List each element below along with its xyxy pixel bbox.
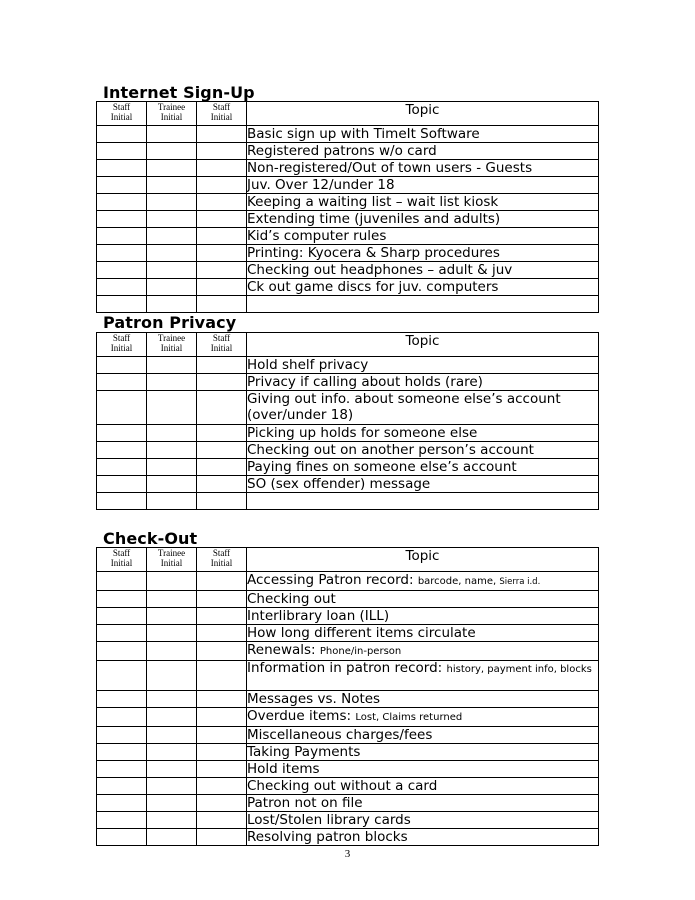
table-row [97, 442, 599, 459]
staff-initial-cell[interactable] [97, 591, 147, 608]
staff-initial-cell-2[interactable] [197, 625, 247, 642]
staff-initial-cell[interactable] [97, 661, 147, 691]
staff-initial-header: Staff Initial [97, 102, 147, 126]
trainee-initial-cell[interactable] [147, 160, 197, 177]
staff-initial-cell[interactable] [97, 493, 147, 510]
table-row [97, 357, 599, 374]
staff-initial-cell-2[interactable] [197, 727, 247, 744]
table-row [97, 708, 599, 727]
table-row [97, 572, 599, 591]
trainee-initial-cell[interactable] [147, 177, 197, 194]
staff-initial-cell[interactable] [97, 459, 147, 476]
table-row [97, 691, 599, 708]
page-number: 3 [344, 848, 351, 860]
staff-initial-cell-2[interactable] [197, 425, 247, 442]
staff-initial-cell-2[interactable] [197, 391, 247, 425]
topic-cell: Checking out [247, 591, 599, 608]
staff-initial-cell[interactable] [97, 795, 147, 812]
topic-header: Topic [247, 333, 599, 357]
staff-initial-cell-2[interactable] [197, 708, 247, 727]
trainee-initial-header: Trainee Initial [147, 333, 197, 357]
table-row [97, 642, 599, 661]
staff-initial-cell-2[interactable] [197, 143, 247, 160]
staff-initial-cell[interactable] [97, 262, 147, 279]
staff-initial-cell[interactable] [97, 442, 147, 459]
staff-initial-cell[interactable] [97, 374, 147, 391]
staff-initial-cell-2[interactable] [197, 778, 247, 795]
staff-initial-cell[interactable] [97, 829, 147, 846]
staff-initial-cell[interactable] [97, 691, 147, 708]
topic-cell: Basic sign up with TimeIt Software [247, 126, 599, 143]
trainee-initial-cell[interactable] [147, 245, 197, 262]
table-row [97, 493, 599, 510]
staff-initial-cell-2[interactable] [197, 228, 247, 245]
topic-cell: Renewals: Phone/in-person [247, 642, 599, 661]
staff-initial-cell[interactable] [97, 708, 147, 727]
trainee-initial-cell[interactable] [147, 829, 197, 846]
trainee-initial-cell[interactable] [147, 625, 197, 642]
table-row [97, 245, 599, 262]
staff-initial-cell-2[interactable] [197, 194, 247, 211]
topic-cell: Registered patrons w/o card [247, 143, 599, 160]
topic-cell: Messages vs. Notes [247, 691, 599, 708]
trainee-initial-cell[interactable] [147, 761, 197, 778]
staff-initial-cell[interactable] [97, 177, 147, 194]
table-row [97, 761, 599, 778]
staff-initial-cell-2[interactable] [197, 493, 247, 510]
staff-initial-cell[interactable] [97, 296, 147, 313]
staff-initial-cell[interactable] [97, 572, 147, 591]
staff-initial-cell-2[interactable] [197, 262, 247, 279]
table-row [97, 126, 599, 143]
table-row [97, 160, 599, 177]
topic-cell: Hold shelf privacy [247, 357, 599, 374]
topic-cell: Giving out info. about someone else’s account (over/under 18) [247, 391, 599, 425]
table-row [97, 459, 599, 476]
topic-cell[interactable] [247, 296, 599, 313]
topic-cell: Hold items [247, 761, 599, 778]
table-row [97, 279, 599, 296]
table-row [97, 812, 599, 829]
table-row [97, 829, 599, 846]
staff-initial-cell[interactable] [97, 391, 147, 425]
trainee-initial-cell[interactable] [147, 374, 197, 391]
trainee-initial-cell[interactable] [147, 691, 197, 708]
staff-initial-cell-2[interactable] [197, 691, 247, 708]
staff-initial-cell-2[interactable] [197, 744, 247, 761]
staff-initial-cell-2[interactable] [197, 279, 247, 296]
staff-initial-cell-2[interactable] [197, 661, 247, 691]
table-row [97, 795, 599, 812]
trainee-initial-cell[interactable] [147, 795, 197, 812]
section-title-patron-privacy: Patron Privacy [103, 313, 237, 332]
staff-initial-cell-2[interactable] [197, 296, 247, 313]
header-row [97, 548, 599, 572]
staff-initial-cell[interactable] [97, 744, 147, 761]
table-row [97, 625, 599, 642]
topic-cell: SO (sex offender) message [247, 476, 599, 493]
trainee-initial-cell[interactable] [147, 708, 197, 727]
trainee-initial-cell[interactable] [147, 425, 197, 442]
staff-initial-cell[interactable] [97, 642, 147, 661]
staff-initial-cell[interactable] [97, 143, 147, 160]
trainee-initial-cell[interactable] [147, 778, 197, 795]
staff-initial-cell[interactable] [97, 279, 147, 296]
staff-initial-cell-2[interactable] [197, 211, 247, 228]
staff-initial-cell[interactable] [97, 211, 147, 228]
topic-cell: Kid’s computer rules [247, 228, 599, 245]
topic-cell: Resolving patron blocks [247, 829, 599, 846]
topic-cell: Overdue items: Lost, Claims returned [247, 708, 599, 727]
topic-cell: Picking up holds for someone else [247, 425, 599, 442]
staff-initial-cell-2[interactable] [197, 829, 247, 846]
topic-cell: Printing: Kyocera & Sharp procedures [247, 245, 599, 262]
section-title-check-out: Check-Out [103, 529, 198, 548]
topic-cell: Accessing Patron record: barcode, name, Sierra i.d. [247, 572, 599, 591]
staff-initial-cell-2[interactable] [197, 608, 247, 625]
topic-cell: Interlibrary loan (ILL) [247, 608, 599, 625]
table-row [97, 177, 599, 194]
staff-initial-cell[interactable] [97, 761, 147, 778]
topic-cell: Checking out without a card [247, 778, 599, 795]
trainee-initial-cell[interactable] [147, 391, 197, 425]
staff-initial-cell-2[interactable] [197, 245, 247, 262]
staff-initial-cell[interactable] [97, 160, 147, 177]
table-row [97, 476, 599, 493]
topic-cell: Juv. Over 12/under 18 [247, 177, 599, 194]
staff-initial-header: Staff Initial [97, 333, 147, 357]
staff-initial-cell-2[interactable] [197, 591, 247, 608]
staff-initial-cell-2[interactable] [197, 442, 247, 459]
staff-initial-cell-2[interactable] [197, 357, 247, 374]
staff-initial-header-2: Staff Initial [197, 333, 247, 357]
section-title-internet-sign-up: Internet Sign-Up [103, 83, 255, 102]
topic-header: Topic [247, 548, 599, 572]
trainee-initial-cell[interactable] [147, 591, 197, 608]
topic-cell: Lost/Stolen library cards [247, 812, 599, 829]
patron-privacy-table [96, 332, 599, 510]
topic-cell: Non-registered/Out of town users - Guests [247, 160, 599, 177]
trainee-initial-cell[interactable] [147, 493, 197, 510]
staff-initial-cell-2[interactable] [197, 177, 247, 194]
staff-initial-cell-2[interactable] [197, 572, 247, 591]
trainee-initial-cell[interactable] [147, 194, 197, 211]
table-row [97, 228, 599, 245]
header-row [97, 102, 599, 126]
staff-initial-cell[interactable] [97, 727, 147, 744]
table-row [97, 727, 599, 744]
staff-initial-cell[interactable] [97, 228, 147, 245]
staff-initial-cell-2[interactable] [197, 476, 247, 493]
staff-initial-cell[interactable] [97, 245, 147, 262]
trainee-initial-cell[interactable] [147, 296, 197, 313]
staff-initial-cell-2[interactable] [197, 642, 247, 661]
trainee-initial-cell[interactable] [147, 744, 197, 761]
topic-cell: Information in patron record: history, payment info, blocks [247, 661, 599, 691]
table-row [97, 425, 599, 442]
trainee-initial-cell[interactable] [147, 459, 197, 476]
staff-initial-cell[interactable] [97, 425, 147, 442]
topic-cell: Checking out headphones – adult & juv [247, 262, 599, 279]
staff-initial-cell[interactable] [97, 812, 147, 829]
trainee-initial-header: Trainee Initial [147, 548, 197, 572]
staff-initial-header: Staff Initial [97, 548, 147, 572]
topic-cell: Patron not on file [247, 795, 599, 812]
staff-initial-cell-2[interactable] [197, 812, 247, 829]
table-row [97, 778, 599, 795]
staff-initial-cell-2[interactable] [197, 374, 247, 391]
table-row [97, 296, 599, 313]
staff-initial-cell[interactable] [97, 476, 147, 493]
check-out-table [96, 547, 599, 846]
table-row [97, 661, 599, 691]
staff-initial-cell-2[interactable] [197, 761, 247, 778]
topic-cell: Keeping a waiting list – wait list kiosk [247, 194, 599, 211]
topic-cell: Miscellaneous charges/fees [247, 727, 599, 744]
trainee-initial-cell[interactable] [147, 661, 197, 691]
table-row [97, 194, 599, 211]
trainee-initial-cell[interactable] [147, 608, 197, 625]
staff-initial-cell[interactable] [97, 608, 147, 625]
staff-initial-cell-2[interactable] [197, 160, 247, 177]
table-row [97, 391, 599, 425]
topic-cell: Extending time (juveniles and adults) [247, 211, 599, 228]
topic-cell: Taking Payments [247, 744, 599, 761]
table-row [97, 374, 599, 391]
table-row [97, 262, 599, 279]
trainee-initial-cell[interactable] [147, 228, 197, 245]
topic-cell: How long different items circulate [247, 625, 599, 642]
topic-cell: Privacy if calling about holds (rare) [247, 374, 599, 391]
table-row [97, 591, 599, 608]
trainee-initial-cell[interactable] [147, 442, 197, 459]
topic-cell: Paying fines on someone else’s account [247, 459, 599, 476]
table-row [97, 608, 599, 625]
trainee-initial-cell[interactable] [147, 211, 197, 228]
topic-cell: Ck out game discs for juv. computers [247, 279, 599, 296]
trainee-initial-header: Trainee Initial [147, 102, 197, 126]
trainee-initial-cell[interactable] [147, 572, 197, 591]
trainee-initial-cell[interactable] [147, 642, 197, 661]
trainee-initial-cell[interactable] [147, 476, 197, 493]
staff-initial-cell[interactable] [97, 778, 147, 795]
staff-initial-header-2: Staff Initial [197, 548, 247, 572]
trainee-initial-cell[interactable] [147, 126, 197, 143]
internet-sign-up-table [96, 101, 599, 313]
staff-initial-cell-2[interactable] [197, 795, 247, 812]
table-row [97, 211, 599, 228]
topic-cell: Checking out on another person’s account [247, 442, 599, 459]
trainee-initial-cell[interactable] [147, 279, 197, 296]
table-row [97, 143, 599, 160]
staff-initial-cell[interactable] [97, 194, 147, 211]
trainee-initial-cell[interactable] [147, 727, 197, 744]
table-row [97, 744, 599, 761]
trainee-initial-cell[interactable] [147, 262, 197, 279]
trainee-initial-cell[interactable] [147, 812, 197, 829]
staff-initial-cell[interactable] [97, 357, 147, 374]
staff-initial-cell-2[interactable] [197, 126, 247, 143]
header-row [97, 333, 599, 357]
trainee-initial-cell[interactable] [147, 357, 197, 374]
staff-initial-header-2: Staff Initial [197, 102, 247, 126]
staff-initial-cell[interactable] [97, 625, 147, 642]
topic-cell[interactable] [247, 493, 599, 510]
staff-initial-cell-2[interactable] [197, 459, 247, 476]
topic-header: Topic [247, 102, 599, 126]
staff-initial-cell[interactable] [97, 126, 147, 143]
trainee-initial-cell[interactable] [147, 143, 197, 160]
